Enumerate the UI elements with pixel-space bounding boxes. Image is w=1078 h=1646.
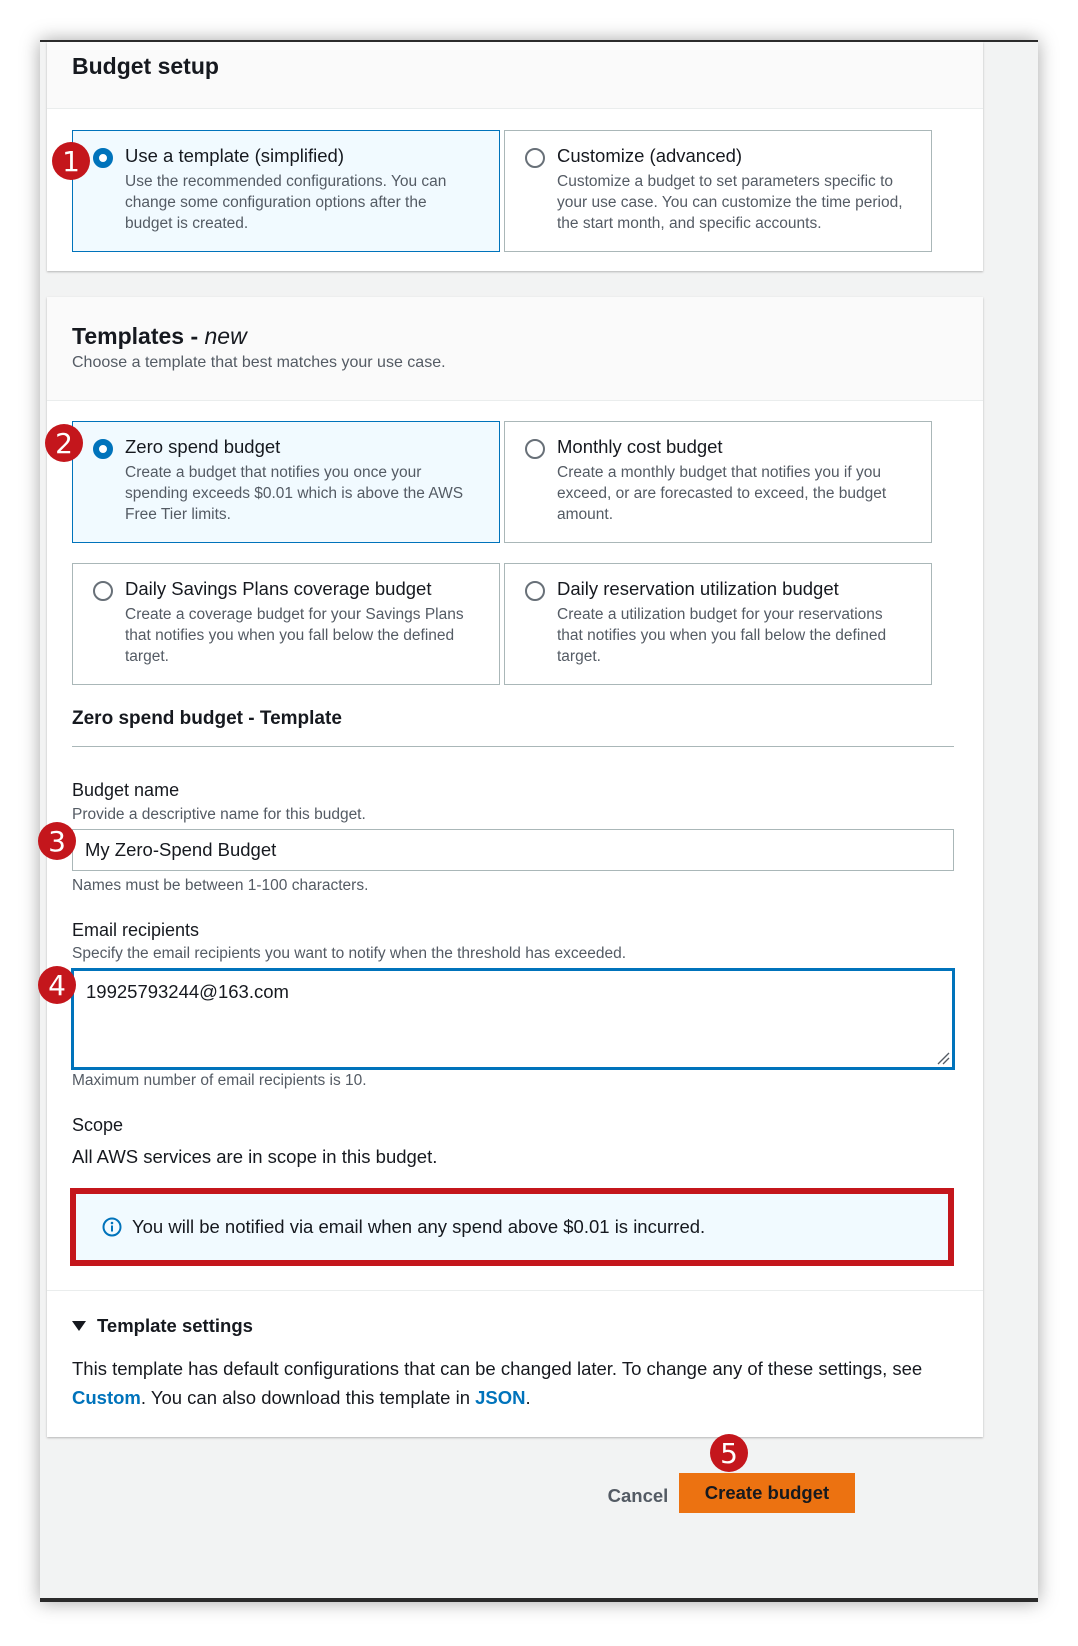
template-savings-plans[interactable] [72,563,500,685]
radio-monthly-cost[interactable] [525,439,545,459]
option-customize[interactable] [504,130,932,252]
scope-label: Scope [72,1115,124,1135]
option-customize-label: Customize (advanced) [557,145,743,166]
template-savings-plans-label: Daily Savings Plans coverage budget [125,578,432,599]
budget-setup-panel [47,42,983,271]
templates-header [47,297,983,401]
template-zero-spend-desc: Create a budget that notifies you once your spending exceeds $0.01 which is above the AWS Free Tier limits. [125,464,464,523]
create-budget-button[interactable]: Create budget [679,1473,855,1513]
info-alert-highlight [70,1188,954,1266]
templates-description: Choose a template that best matches your use case. [72,354,446,371]
template-settings-expander[interactable] [72,1315,253,1337]
email-recipients-label: Email recipients [72,920,200,940]
json-link[interactable]: JSON [475,1387,526,1408]
template-reservation-utilization[interactable] [504,563,932,685]
radio-customize[interactable] [525,148,545,168]
info-alert [102,1216,705,1238]
option-customize-desc: Customize a budget to set parameters specific to your use case. You can customize the time period, the start month, and specific accounts. [557,173,903,232]
template-form-divider [72,746,954,747]
step-marker-2: 2 [45,424,83,462]
template-settings-text-1: This template has default configurations that can be changed later. To change any of these settings, see [72,1358,923,1379]
radio-zero-spend[interactable] [93,439,113,459]
budget-name-label: Budget name [72,780,180,800]
template-settings-divider [47,1290,983,1291]
radio-savings-plans[interactable] [93,581,113,601]
cancel-button[interactable]: Cancel [594,1476,682,1516]
templates-title-new: new [204,323,247,349]
option-use-template[interactable] [72,130,500,252]
template-settings-label: Template settings [97,1315,253,1336]
budget-name-input[interactable] [72,829,954,871]
template-settings-text [72,1354,952,1412]
info-alert-text: You will be notified via email when any spend above $0.01 is incurred. [132,1216,706,1237]
budget-name-description: Provide a descriptive name for this budget. [72,806,366,823]
template-savings-plans-desc: Create a coverage budget for your Savings Plans that notifies you when you fall below the defined target. [125,606,464,665]
budget-setup-header [47,42,983,109]
template-monthly-cost[interactable] [504,421,932,543]
template-settings-text-3: . [525,1387,531,1408]
templates-title-text: Templates - [72,323,205,349]
option-use-template-label: Use a template (simplified) [125,145,344,166]
template-reservation-utilization-desc: Create a utilization budget for your reservations that notifies you when you fall below the defined target. [557,606,887,665]
step-marker-3: 3 [38,822,76,860]
template-form-title: Zero spend budget - Template [72,708,342,729]
custom-link[interactable]: Custom [72,1387,141,1408]
template-monthly-cost-label: Monthly cost budget [557,436,723,457]
step-marker-1: 1 [52,142,90,180]
scope-text: All AWS services are in scope in this budget. [72,1146,438,1167]
resize-handle-icon[interactable] [936,1051,950,1065]
template-reservation-utilization-label: Daily reservation utilization budget [557,578,839,599]
budget-name-constraint: Names must be between 1-100 characters. [72,877,369,894]
option-use-template-desc: Use the recommended configurations. You can change some configuration options after the budget is created. [125,173,447,232]
email-recipients-description: Specify the email recipients you want to notify when the threshold has exceeded. [72,945,627,962]
caret-down-icon [72,1321,86,1331]
template-monthly-cost-desc: Create a monthly budget that notifies you if you exceed, or are forecasted to exceed, the budget amount. [557,464,887,523]
radio-use-template[interactable] [93,148,113,168]
step-marker-5: 5 [710,1434,748,1472]
email-recipients-textarea[interactable] [72,969,954,1069]
templates-title [72,323,247,350]
radio-reservation-utilization[interactable] [525,581,545,601]
template-settings-text-2: . You can also download this template in [140,1387,476,1408]
template-zero-spend-label: Zero spend budget [125,436,281,457]
budget-setup-title: Budget setup [72,53,219,79]
template-zero-spend[interactable] [72,421,500,543]
budget-window [40,40,1038,1602]
email-recipients-constraint: Maximum number of email recipients is 10. [72,1072,367,1089]
step-marker-4: 4 [38,966,76,1004]
info-circle-icon [102,1217,122,1237]
email-recipients-value: 19925793244@163.com [86,981,289,1002]
